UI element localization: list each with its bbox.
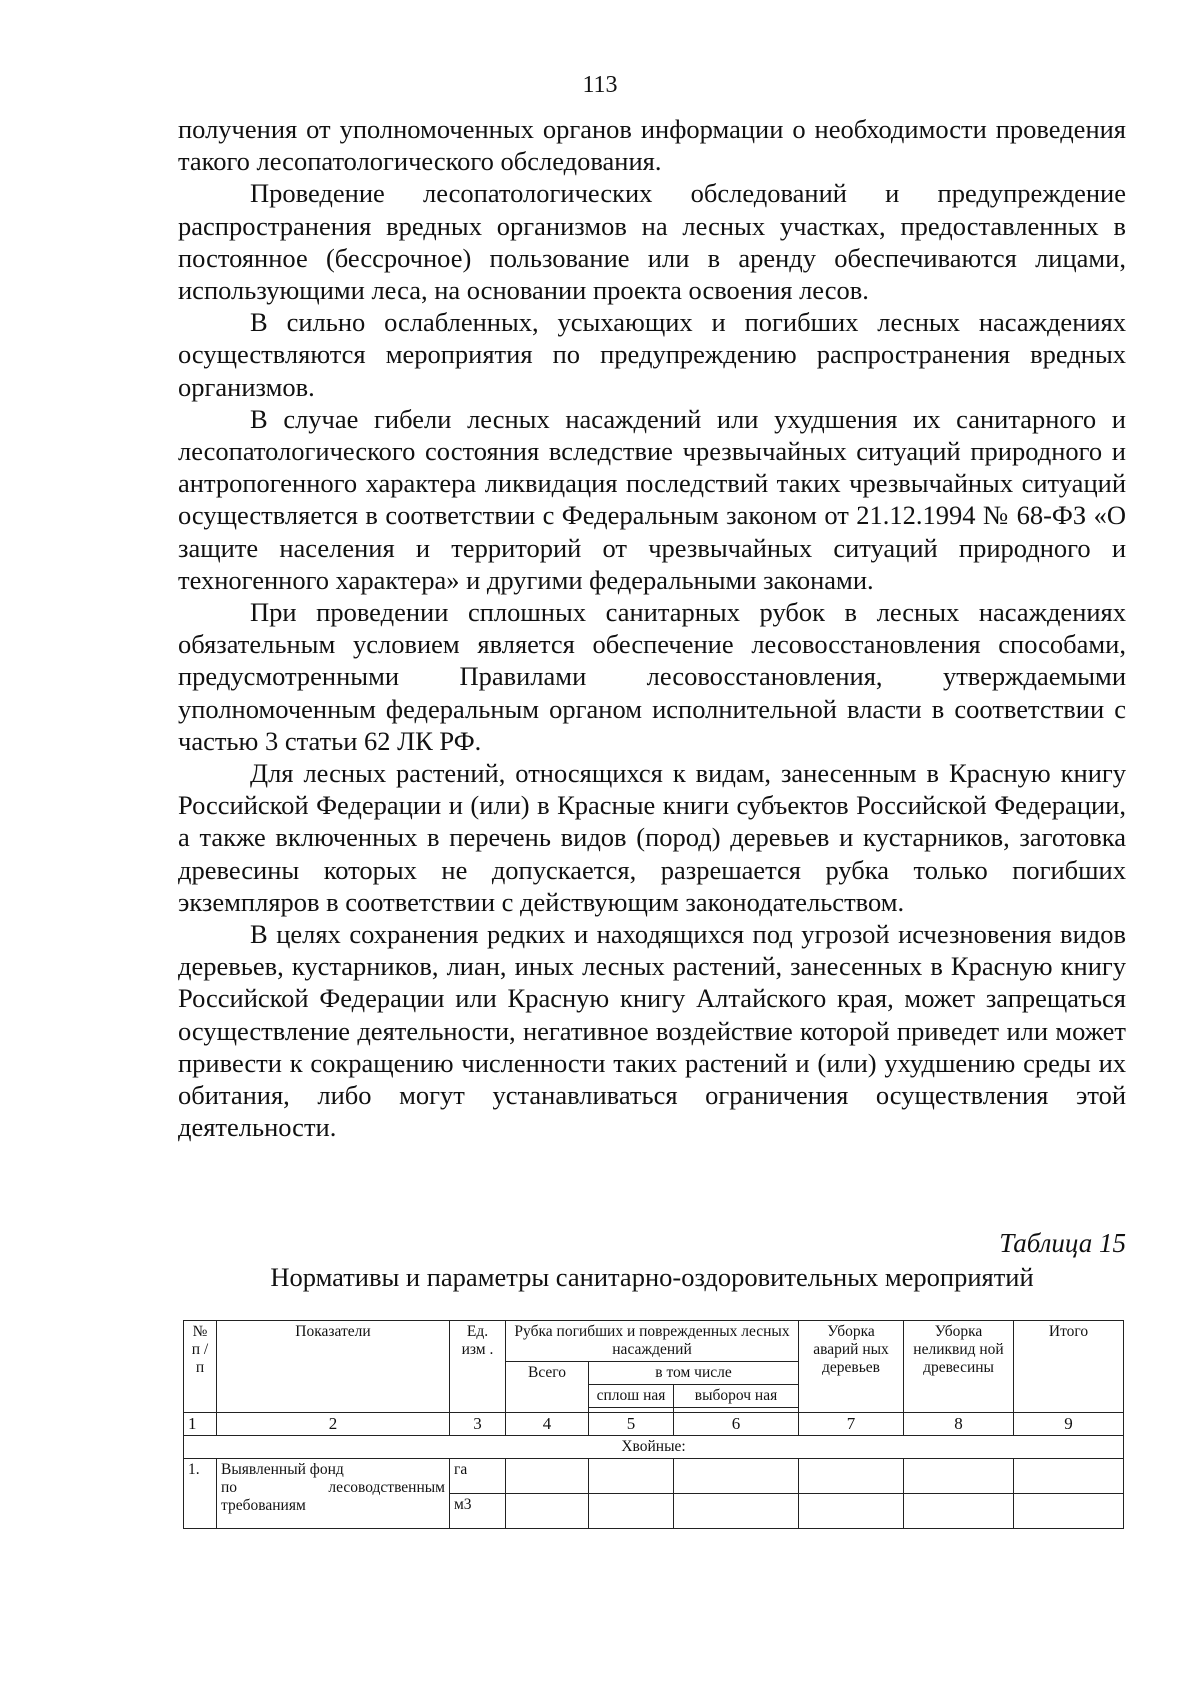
header-selective: выбороч ная: [674, 1385, 799, 1408]
column-number: 4: [506, 1413, 589, 1436]
table-cell: [904, 1459, 1014, 1494]
column-number: 3: [450, 1413, 506, 1436]
header-felling: Рубка погибших и поврежденных лесных насаждений: [506, 1321, 799, 1362]
header-emergency: Уборка аварий ных деревьев: [799, 1321, 904, 1413]
table-cell: [904, 1494, 1014, 1529]
paragraph: В случае гибели лесных насаждений или ухудшения их санитарного и лесопатологического состояния вследствие чрезвычайных ситуаций природного и антропогенного характера ликвидация последствий таких чрезвычайных ситуаций осуществляется в соответствии с Федеральным законом от 21.12.1994 № 68-ФЗ «О защите населения и территорий от чрезвычайных ситуаций природного и техногенного характера» и другими федеральными законами.: [178, 403, 1126, 595]
indicator-line: требованиям: [221, 1497, 306, 1514]
row-unit: га: [450, 1459, 506, 1494]
header-sum: Итого: [1014, 1321, 1124, 1413]
table-cell: [799, 1459, 904, 1494]
paragraph: При проведении сплошных санитарных рубок в лесных насаждениях обязательным условием является обеспечение лесовосстановления способами, предусмотренными Правилами лесовосстановления, утверждаемыми уполномоченным федеральным органом исполнительной власти в соответствии с частью 3 статьи 62 ЛК РФ.: [178, 597, 1126, 756]
paragraph: Для лесных растений, относящихся к видам, занесенным в Красную книгу Российской Федерации и (или) в Красные книги субъектов Российской Федерации, а также включенных в перечень видов (пород) деревьев и кустарников, заготовка древесины которых не допускается, разрешается рубка только погибших экземпляров в соответствии с действующим законодательством.: [178, 758, 1126, 917]
indicator-line: по лесоводственным: [221, 1479, 445, 1496]
body-text: [178, 113, 1126, 1144]
page-number: 113: [582, 72, 618, 98]
header-num: № п / п: [184, 1321, 217, 1413]
table-label: Таблица 15: [999, 1228, 1126, 1258]
column-number: 6: [674, 1413, 799, 1436]
header-total: Всего: [506, 1362, 589, 1413]
section-label: Хвойные:: [184, 1436, 1124, 1459]
indicator-line: Выявленный фонд: [221, 1461, 344, 1478]
paragraph: В сильно ослабленных, усыхающих и погибших лесных насаждениях осуществляются мероприятия по предупреждению распространения вредных организмов.: [178, 307, 1126, 402]
header-unit: Ед. изм .: [450, 1321, 506, 1413]
table-row: [184, 1459, 1124, 1494]
table-cell: [674, 1494, 799, 1529]
column-number: 5: [589, 1413, 674, 1436]
table-cell: [799, 1494, 904, 1529]
paragraph: Проведение лесопатологических обследований и предупреждение распространения вредных организмов на лесных участках, предоставленных в постоянное (бессрочное) пользование или в аренду обеспечиваются лицами, использующими леса, на основании проекта освоения лесов.: [178, 178, 1126, 306]
column-number: 1: [184, 1413, 217, 1436]
column-number: 7: [799, 1413, 904, 1436]
section-row: [184, 1436, 1124, 1459]
column-number: 9: [1014, 1413, 1124, 1436]
table-cell: [506, 1459, 589, 1494]
table-cell: [674, 1459, 799, 1494]
table-cell: [1014, 1494, 1124, 1529]
table-cell: [589, 1494, 674, 1529]
table-cell: [589, 1459, 674, 1494]
header-indicators: Показатели: [217, 1321, 450, 1413]
column-number: 2: [217, 1413, 450, 1436]
table-title: Нормативы и параметры санитарно-оздоровительных мероприятий: [270, 1262, 1034, 1292]
row-indicator: [217, 1459, 450, 1529]
column-number: 8: [904, 1413, 1014, 1436]
column-numbers-row: [184, 1413, 1124, 1436]
norms-table: [183, 1320, 1124, 1529]
paragraph: В целях сохранения редких и находящихся под угрозой исчезновения видов деревьев, кустарников, лиан, иных лесных растений, занесенных в Красную книгу Российской Федерации или Красную книгу Алтайского края, может запрещаться осуществление деятельности, негативное воздействие которой приведет или может привести к сокращению численности таких растений и (или) ухудшению среды их обитания, либо могут устанавливаться ограничения осуществления этой деятельности.: [178, 919, 1126, 1143]
table-cell: [1014, 1459, 1124, 1494]
header-including: в том числе: [589, 1362, 799, 1385]
header-unmarketable: Уборка неликвид ной древесины: [904, 1321, 1014, 1413]
table-cell: [506, 1494, 589, 1529]
row-num: 1.: [184, 1459, 217, 1529]
header-clear: сплош ная: [589, 1385, 674, 1408]
row-unit: м3: [450, 1494, 506, 1529]
paragraph: получения от уполномоченных органов информации о необходимости проведения такого лесопатологического обследования.: [178, 114, 1126, 177]
